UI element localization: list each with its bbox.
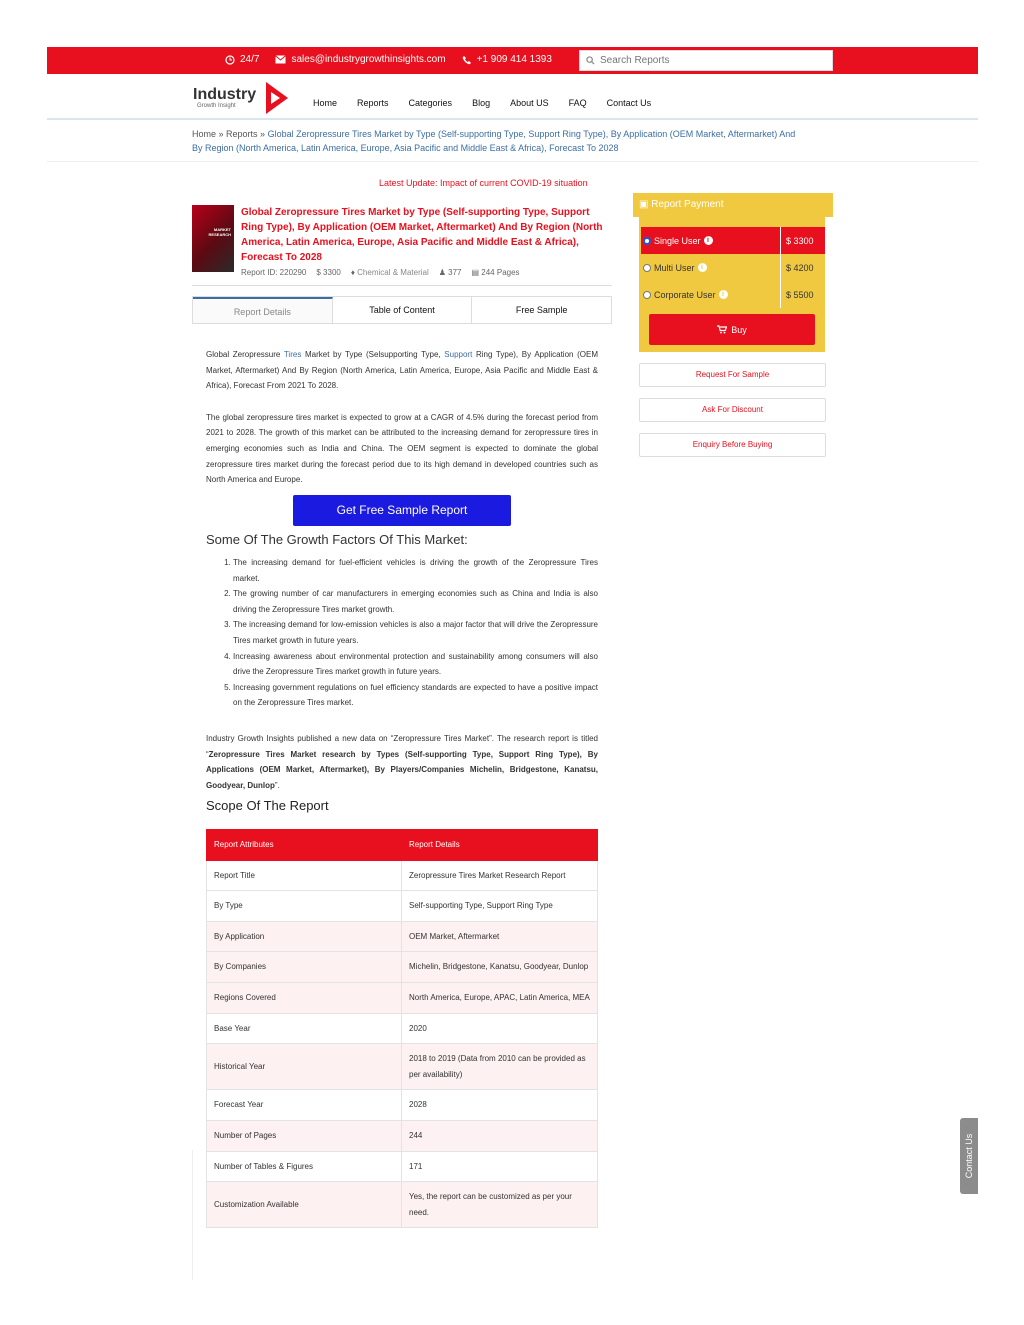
get-free-sample-button[interactable]: Get Free Sample Report	[293, 495, 511, 526]
clock-icon	[225, 55, 235, 65]
table-row: Report Title Zeropressure Tires Market Research Report	[207, 860, 598, 891]
tab-free-sample[interactable]: Free Sample	[515, 305, 568, 315]
top-bar	[47, 47, 978, 74]
nav-about[interactable]: About US	[510, 98, 549, 108]
scope-table	[206, 829, 598, 1228]
breadcrumb: Home » Reports » Global Zeropressure Tires Market by Type (Self-supporting Type, Support Ring Type), By Application (OEM Market, Aftermarket) And By Region (North America, Latin America, Europe, Asia Pacific and Middle East & Africa), Forecast To 2028	[192, 129, 796, 153]
report-id: Report ID: 220290	[241, 268, 307, 277]
enquiry-button[interactable]: Enquiry Before Buying	[639, 433, 826, 457]
option-single-user[interactable]: Single User i $ 3300	[641, 227, 825, 254]
radio-single-user[interactable]	[643, 237, 651, 245]
tag-icon: ♦	[350, 268, 358, 277]
report-pages: 244 Pages	[481, 268, 520, 277]
play-logo-icon	[260, 82, 288, 114]
payment-header: ▣ Report Payment	[633, 193, 833, 217]
email-link[interactable]: sales@industrygrowthinsights.com	[275, 54, 445, 65]
table-row: By Type Self-supporting Type, Support Ring Type	[207, 891, 598, 922]
list-item: 5. Increasing government regulations on fuel efficiency standards are expected to have a positive impact on the Zeropressure Tires market.	[233, 680, 598, 711]
hours-info: 24/7	[225, 54, 259, 65]
divider	[192, 1150, 193, 1280]
ask-discount-button[interactable]: Ask For Discount	[639, 398, 826, 422]
market-paragraph: The global zeropressure tires market is expected to grow at a CAGR of 4.5% during the forecast period from 2021 to 2028. The growth of this market can be attributed to the increasing demand for zeropressure tires in emerging economies such as India and China. The OEM segment is expected to dominate the global zeropressure tires market during the forecast period due to its high demand in developed countries such as North America and Europe.	[206, 412, 598, 485]
nav-faq[interactable]: FAQ	[568, 98, 587, 108]
table-header: Report Details	[402, 830, 598, 861]
report-tabs	[192, 296, 612, 324]
nav-menu	[313, 98, 671, 108]
table-row: Number of Pages 244	[207, 1120, 598, 1151]
nav-contact[interactable]: Contact Us	[606, 98, 652, 108]
support-link[interactable]: Support	[444, 350, 473, 359]
buy-button[interactable]: Buy	[649, 314, 815, 345]
nav-reports[interactable]: Reports	[357, 98, 389, 108]
report-price: 3300	[323, 268, 341, 277]
report-category[interactable]: Chemical & Material	[357, 268, 429, 277]
growth-factors-heading: Some Of The Growth Factors Of This Market:	[206, 532, 468, 547]
scope-heading: Scope Of The Report	[206, 798, 329, 813]
growth-factors-list	[206, 555, 598, 711]
table-header: Report Attributes	[207, 830, 402, 861]
nav-categories[interactable]: Categories	[408, 98, 453, 108]
breadcrumb-home[interactable]: Home	[192, 129, 217, 139]
site-logo[interactable]: Industry Growth Insight	[193, 82, 288, 114]
dollar-icon: $	[316, 268, 324, 277]
list-item: 1. The increasing demand for fuel-efficient vehicles is driving the growth of the Zeropressure Tires market.	[233, 555, 598, 586]
radio-multi-user[interactable]	[643, 264, 651, 272]
phone-link[interactable]: +1 909 414 1393	[462, 54, 552, 65]
contact-us-tab[interactable]: Contact Us	[960, 1118, 978, 1194]
table-row: By Companies Michelin, Bridgestone, Kanatsu, Goodyear, Dunlop	[207, 952, 598, 983]
briefcase-icon: ▣	[639, 199, 652, 210]
search-box[interactable]	[579, 50, 833, 71]
phone-icon	[462, 55, 472, 65]
divider	[47, 161, 978, 162]
info-icon[interactable]: i	[698, 263, 707, 272]
request-sample-button[interactable]: Request For Sample	[639, 363, 826, 387]
nav-blog[interactable]: Blog	[472, 98, 491, 108]
envelope-icon	[275, 55, 286, 64]
list-item: 2. The growing number of car manufacturers in emerging economies such as China and India is also driving the Zeropressure Tires market growth.	[233, 586, 598, 617]
list-item: 4. Increasing awareness about environmental protection and sustainability among consumers will also drive the Zeropressure Tires market growth in future years.	[233, 649, 598, 680]
tab-report-details[interactable]: Report Details	[193, 297, 333, 323]
table-row: Forecast Year 2028	[207, 1090, 598, 1121]
book-icon: ▤	[471, 268, 482, 277]
info-icon[interactable]: i	[719, 290, 728, 299]
table-row: Number of Tables & Figures 171	[207, 1151, 598, 1182]
table-row: Historical Year 2018 to 2019 (Data from 2010 can be provided as per availability)	[207, 1044, 598, 1090]
radio-corporate-user[interactable]	[643, 291, 651, 299]
report-thumbnail: MARKET RESEARCH	[192, 205, 234, 272]
tab-table-of-content[interactable]: Table of Content	[333, 297, 473, 323]
breadcrumb-reports[interactable]: Reports	[226, 129, 258, 139]
option-corporate-user[interactable]: Corporate User i $ 5500	[641, 281, 825, 308]
table-row: Regions Covered North America, Europe, APAC, Latin America, MEA	[207, 982, 598, 1013]
intro-paragraph: Global Zeropressure Tires Market by Type (Selsupporting Type, Support Ring Type), By Application (OEM Market, Aftermarket) And By Region (North America, Latin America, Europe, Asia Pacific and Middle East & Africa), Forecast From 2021 To 2028.	[206, 350, 598, 391]
table-row: Base Year 2020	[207, 1013, 598, 1044]
list-item: 3. The increasing demand for low-emission vehicles is also a major factor that will drive the Zeropressure Tires market growth in future years.	[233, 617, 598, 648]
payment-options	[639, 217, 825, 352]
breadcrumb-current: Global Zeropressure Tires Market by Type (Self-supporting Type, Support Ring Type), By Application (OEM Market, Aftermarket) And By Region (North America, Latin America, Europe, Asia Pacific and Middle East & Africa), Forecast To 2028	[192, 129, 796, 153]
report-title: Global Zeropressure Tires Market by Type (Self-supporting Type, Support Ring Type), By Application (OEM Market, Aftermarket) And By Region (North America, Latin America, Europe, Asia Pacific and Middle East & Africa), Forecast To 2028	[241, 207, 603, 263]
publish-paragraph: Industry Growth Insights published a new data on “Zeropressure Tires Market”. The research report is titled “Zeropressure Tires Market research by Types (Self-supporting Type, Support Ring Type), By Applications (OEM Market, Aftermarket), By Players/Companies Michelin, Bridgestone, Kanatsu, Goodyear, Dunlop”.	[206, 734, 598, 790]
report-header	[192, 202, 612, 286]
nav-home[interactable]: Home	[313, 98, 338, 108]
report-views: 377	[448, 268, 462, 277]
search-input[interactable]	[600, 55, 820, 66]
report-meta	[241, 268, 520, 277]
main-nav	[47, 78, 978, 120]
report-description	[206, 347, 598, 504]
cart-icon	[717, 325, 727, 334]
table-header-row	[207, 830, 598, 861]
option-multi-user[interactable]: Multi User i $ 4200	[641, 254, 825, 281]
info-icon[interactable]: i	[704, 236, 713, 245]
latest-update-ticker[interactable]: Latest Update: Impact of current COVID-19 situation	[379, 178, 588, 188]
payment-sidebar	[633, 193, 833, 449]
user-icon: ♟	[438, 268, 449, 277]
tires-link[interactable]: Tires	[283, 350, 302, 359]
table-row: By Application OEM Market, Aftermarket	[207, 921, 598, 952]
table-row: Customization Available Yes, the report can be customized as per your need.	[207, 1182, 598, 1228]
search-icon[interactable]	[586, 56, 595, 65]
